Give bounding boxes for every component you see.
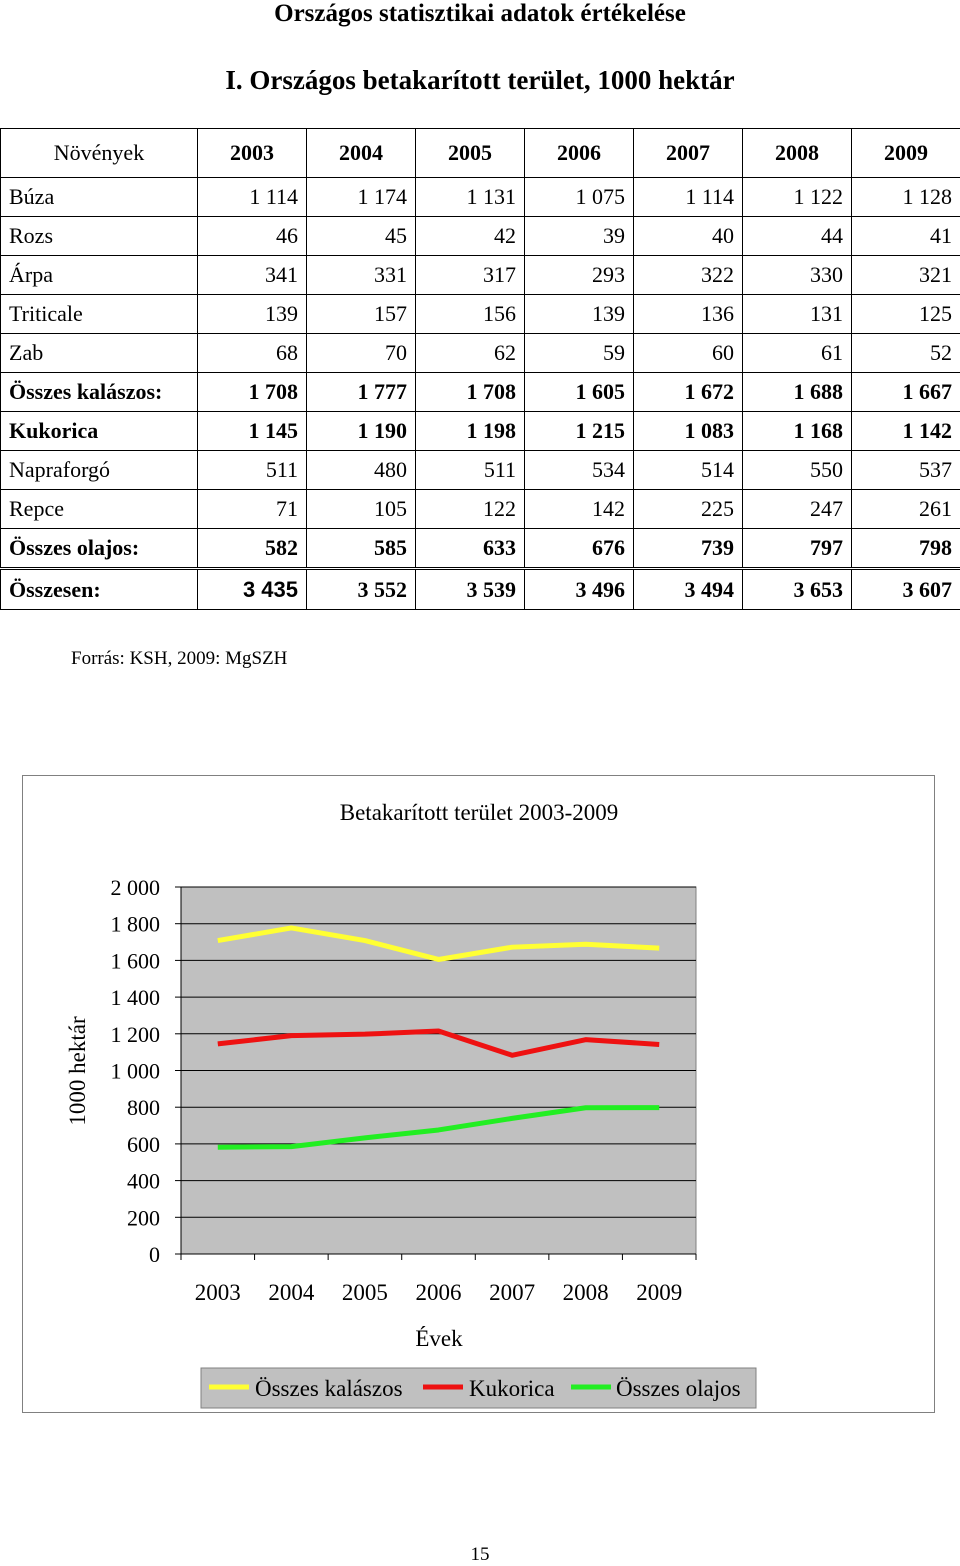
row-label: Kukorica — [1, 412, 198, 451]
chart-title: Betakarított terület 2003-2009 — [340, 800, 618, 825]
table-cell: 42 — [416, 217, 525, 256]
x-axis-title: Évek — [415, 1326, 463, 1351]
table-cell: 550 — [743, 451, 852, 490]
table-row — [1, 178, 960, 217]
y-tick-label: 1 800 — [111, 912, 161, 937]
x-tick-label: 2005 — [342, 1280, 388, 1305]
table-cell: 131 — [743, 295, 852, 334]
table-cell: 798 — [852, 529, 960, 569]
table-row — [1, 529, 960, 569]
table-cell: 511 — [416, 451, 525, 490]
table-cell: 322 — [634, 256, 743, 295]
table-cell: 1 688 — [743, 373, 852, 412]
table-cell: 537 — [852, 451, 960, 490]
table-cell: 1 075 — [525, 178, 634, 217]
table-row — [1, 295, 960, 334]
table-cell: 45 — [307, 217, 416, 256]
table-cell: 52 — [852, 334, 960, 373]
y-tick-label: 800 — [127, 1095, 160, 1120]
table-cell: 46 — [198, 217, 307, 256]
year-header: 2009 — [852, 129, 960, 178]
table-cell: 633 — [416, 529, 525, 569]
table-row — [1, 334, 960, 373]
y-tick-label: 200 — [127, 1205, 160, 1230]
table-cell: 68 — [198, 334, 307, 373]
table-row — [1, 569, 960, 610]
y-tick-label: 1 200 — [111, 1022, 161, 1047]
y-tick-label: 1 400 — [111, 985, 161, 1010]
table-cell: 41 — [852, 217, 960, 256]
x-tick-label: 2009 — [636, 1280, 682, 1305]
table-cell: 797 — [743, 529, 852, 569]
table-cell: 1 672 — [634, 373, 743, 412]
legend-label: Kukorica — [469, 1376, 555, 1401]
table-cell: 739 — [634, 529, 743, 569]
table-cell: 122 — [416, 490, 525, 529]
table-cell: 1 083 — [634, 412, 743, 451]
table-cell: 321 — [852, 256, 960, 295]
legend-label: Összes kalászos — [255, 1376, 403, 1401]
line-chart — [23, 776, 936, 1414]
table-row — [1, 217, 960, 256]
table-cell: 136 — [634, 295, 743, 334]
row-label: Összes olajos: — [1, 529, 198, 569]
row-label: Triticale — [1, 295, 198, 334]
table-cell: 3 435 — [198, 569, 307, 610]
table-cell: 70 — [307, 334, 416, 373]
table-cell: 1 708 — [198, 373, 307, 412]
table-cell: 1 174 — [307, 178, 416, 217]
table-cell: 61 — [743, 334, 852, 373]
table-cell: 125 — [852, 295, 960, 334]
table-cell: 60 — [634, 334, 743, 373]
table-cell: 1 142 — [852, 412, 960, 451]
chart-frame — [22, 775, 935, 1413]
table-cell: 317 — [416, 256, 525, 295]
table-cell: 1 605 — [525, 373, 634, 412]
x-tick-label: 2008 — [563, 1280, 609, 1305]
table-body — [1, 129, 960, 610]
table-cell: 330 — [743, 256, 852, 295]
year-header: 2006 — [525, 129, 634, 178]
legend-label: Összes olajos — [616, 1376, 741, 1401]
y-tick-label: 1 000 — [111, 1059, 161, 1084]
row-label: Búza — [1, 178, 198, 217]
row-label: Napraforgó — [1, 451, 198, 490]
table-cell: 3 539 — [416, 569, 525, 610]
table-cell: 1 131 — [416, 178, 525, 217]
table-cell: 514 — [634, 451, 743, 490]
x-tick-label: 2003 — [195, 1280, 241, 1305]
table-cell: 511 — [198, 451, 307, 490]
table-cell: 1 122 — [743, 178, 852, 217]
table-cell: 1 145 — [198, 412, 307, 451]
table-cell: 3 496 — [525, 569, 634, 610]
row-label: Összesen: — [1, 569, 198, 610]
table-cell: 585 — [307, 529, 416, 569]
source-note: Forrás: KSH, 2009: MgSZH — [71, 648, 287, 670]
x-tick-label: 2004 — [268, 1280, 315, 1305]
table-cell: 582 — [198, 529, 307, 569]
page-number: 15 — [0, 1544, 960, 1566]
section-title: I. Országos betakarított terület, 1000 hektár — [0, 63, 960, 97]
table-cell: 1 215 — [525, 412, 634, 451]
table-cell: 1 128 — [852, 178, 960, 217]
table-cell: 71 — [198, 490, 307, 529]
table-cell: 139 — [198, 295, 307, 334]
table-cell: 1 708 — [416, 373, 525, 412]
harvest-table — [0, 128, 960, 610]
table-cell: 3 552 — [307, 569, 416, 610]
page-heading: Országos statisztikai adatok értékelése — [0, 0, 960, 30]
year-header: 2003 — [198, 129, 307, 178]
table-cell: 3 494 — [634, 569, 743, 610]
year-header: 2005 — [416, 129, 525, 178]
table-row — [1, 451, 960, 490]
table-cell: 142 — [525, 490, 634, 529]
table-cell: 1 168 — [743, 412, 852, 451]
table-row — [1, 256, 960, 295]
table-cell: 44 — [743, 217, 852, 256]
y-tick-label: 0 — [149, 1242, 160, 1267]
table-cell: 3 607 — [852, 569, 960, 610]
table-row — [1, 490, 960, 529]
table-cell: 1 667 — [852, 373, 960, 412]
table-cell: 1 114 — [198, 178, 307, 217]
table-cell: 40 — [634, 217, 743, 256]
table-cell: 139 — [525, 295, 634, 334]
table-cell: 59 — [525, 334, 634, 373]
row-label: Repce — [1, 490, 198, 529]
table-cell: 1 114 — [634, 178, 743, 217]
table-cell: 3 653 — [743, 569, 852, 610]
table-cell: 1 190 — [307, 412, 416, 451]
x-tick-label: 2006 — [416, 1280, 462, 1305]
table-cell: 225 — [634, 490, 743, 529]
table-cell: 534 — [525, 451, 634, 490]
table-cell: 157 — [307, 295, 416, 334]
table-cell: 247 — [743, 490, 852, 529]
y-tick-label: 2 000 — [111, 875, 161, 900]
year-header: 2007 — [634, 129, 743, 178]
row-label: Összes kalászos: — [1, 373, 198, 412]
table-cell: 1 777 — [307, 373, 416, 412]
table-row — [1, 373, 960, 412]
table-cell: 293 — [525, 256, 634, 295]
table-cell: 39 — [525, 217, 634, 256]
table-cell: 331 — [307, 256, 416, 295]
row-label: Zab — [1, 334, 198, 373]
row-label: Árpa — [1, 256, 198, 295]
year-header: 2004 — [307, 129, 416, 178]
y-tick-label: 600 — [127, 1132, 160, 1157]
table-cell: 1 198 — [416, 412, 525, 451]
table-cell: 261 — [852, 490, 960, 529]
table-cell: 341 — [198, 256, 307, 295]
table-cell: 676 — [525, 529, 634, 569]
table-row — [1, 412, 960, 451]
y-tick-label: 400 — [127, 1169, 160, 1194]
row-label: Rozs — [1, 217, 198, 256]
y-axis-title: 1000 hektár — [65, 1016, 90, 1126]
table-cell: 480 — [307, 451, 416, 490]
table-corner-header: Növények — [1, 129, 198, 178]
table-cell: 105 — [307, 490, 416, 529]
x-tick-label: 2007 — [489, 1280, 535, 1305]
table-header-row — [1, 129, 960, 178]
year-header: 2008 — [743, 129, 852, 178]
table-cell: 156 — [416, 295, 525, 334]
y-tick-label: 1 600 — [111, 948, 161, 973]
table-cell: 62 — [416, 334, 525, 373]
